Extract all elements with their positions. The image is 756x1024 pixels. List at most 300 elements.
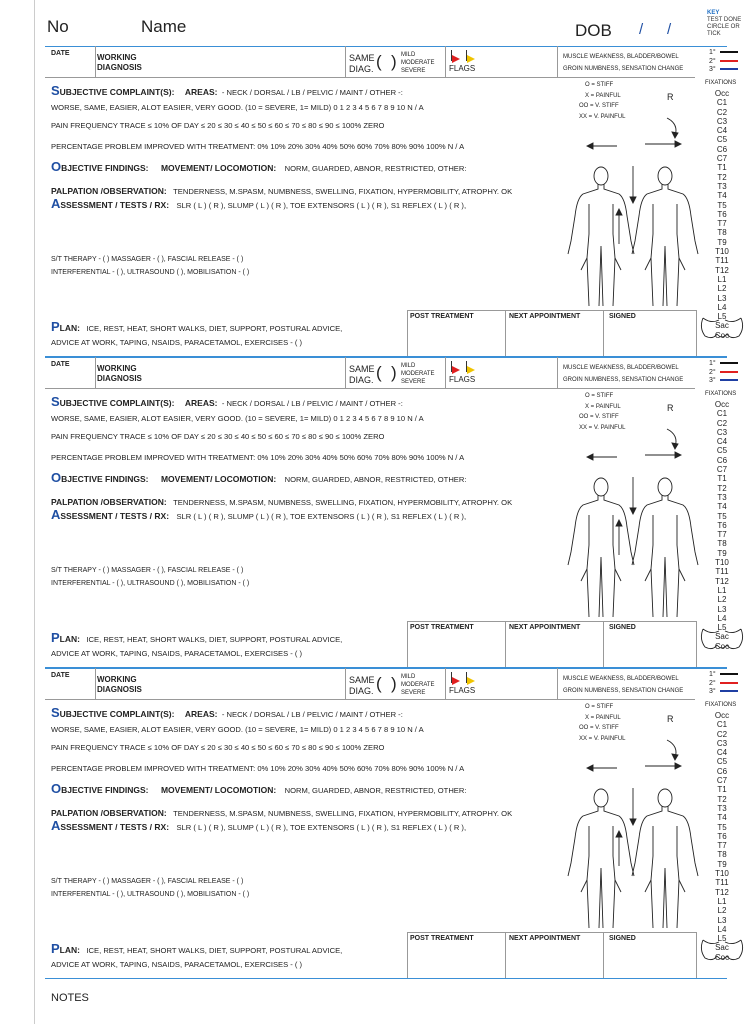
legend-v-stiff: OO = V. STIFF bbox=[579, 103, 619, 109]
pelvis-icon bbox=[697, 625, 747, 653]
legend-v-painful: XX = V. PAINFUL bbox=[579, 424, 626, 431]
degree-2: 2° bbox=[709, 368, 716, 376]
areas-options: - NECK / DORSAL / LB / PELVIC / MAINT / OTHER -: bbox=[221, 88, 403, 97]
therapy-row[interactable]: S/T THERAPY - ( ) MASSAGER - ( ), FASCIAL RELEASE - ( ) bbox=[51, 256, 244, 263]
movement-options: NORM, GUARDED, ABNOR, RESTRICTED, OTHER: bbox=[284, 164, 467, 173]
divider bbox=[445, 357, 446, 388]
objective-cap: O bbox=[51, 470, 62, 485]
spine-level[interactable]: Sac bbox=[715, 321, 729, 331]
pelvis-icon bbox=[697, 314, 747, 342]
spine-level[interactable]: C7 bbox=[716, 465, 728, 475]
body-diagram-icon[interactable] bbox=[563, 417, 703, 625]
same-label: SAME bbox=[349, 675, 375, 685]
divider bbox=[407, 932, 408, 978]
objective-cap: O bbox=[51, 159, 62, 174]
treatment-record-3 bbox=[35, 668, 756, 979]
spine-level[interactable]: L3 bbox=[717, 293, 727, 303]
spine-level[interactable]: L4 bbox=[717, 613, 727, 623]
date-label: DATE bbox=[51, 50, 70, 57]
subjective-heading bbox=[51, 704, 403, 722]
legend-stiff: O = STIFF bbox=[585, 393, 614, 399]
key-legend bbox=[707, 10, 741, 38]
spine-level[interactable]: T3 bbox=[717, 181, 727, 191]
spine-level[interactable]: L4 bbox=[717, 924, 727, 934]
degree-key bbox=[709, 671, 738, 697]
diag-paren-close: ) bbox=[391, 674, 397, 693]
objective-heading bbox=[51, 469, 466, 487]
spine-level[interactable]: C6 bbox=[716, 455, 728, 465]
spine-level[interactable]: T2 bbox=[717, 483, 727, 493]
spine-level[interactable]: T1 bbox=[717, 785, 727, 795]
divider bbox=[345, 357, 346, 388]
improvement-row[interactable]: PERCENTAGE PROBLEM IMPROVED WITH TREATMENT: 0% 10% 20% 30% 40% 50% 60% 70% 80% 90% 100% N / A bbox=[51, 453, 465, 462]
legend-painful: X = PAINFUL bbox=[585, 92, 621, 99]
pain-scale-row[interactable]: WORSE, SAME, EASIER, ALOT EASIER, VERY GOOD. (10 = SEVERE, 1= MILD) 0 1 2 3 4 5 6 7 8 9 10 N / A bbox=[51, 725, 424, 734]
notes-label: NOTES bbox=[51, 992, 89, 1004]
diag-label: DIAG. bbox=[349, 686, 374, 696]
interferential-row[interactable]: INTERFERENTIAL - ( ), ULTRASOUND ( ), MOBILISATION - ( ) bbox=[51, 891, 250, 898]
degree-line-blue bbox=[720, 68, 738, 70]
body-diagram-icon[interactable] bbox=[563, 106, 703, 314]
subjective-cap: S bbox=[51, 83, 60, 98]
signed-label: SIGNED bbox=[609, 624, 636, 631]
diag-paren-open: ( bbox=[376, 363, 382, 382]
divider bbox=[557, 357, 558, 388]
same-label: SAME bbox=[349, 364, 375, 374]
palpation-label: PALPATION /OBSERVATION: bbox=[51, 497, 167, 507]
degree-3: 3° bbox=[709, 688, 716, 695]
assessment-heading bbox=[51, 195, 466, 213]
spine-level[interactable]: T2 bbox=[717, 794, 727, 804]
palpation-options: TENDERNESS, M.SPASM, NUMBNESS, SWELLING, FIXATION, HYPERMOBILITY, ATROPHY. OK bbox=[173, 498, 513, 507]
legend-v-painful: XX = V. PAINFUL bbox=[579, 735, 626, 742]
palpation-label: PALPATION /OBSERVATION: bbox=[51, 186, 167, 196]
spine-level[interactable]: C4 bbox=[716, 437, 728, 447]
interferential-row[interactable]: INTERFERENTIAL - ( ), ULTRASOUND ( ), MOBILISATION - ( ) bbox=[51, 580, 250, 587]
plan-title: LAN: bbox=[59, 634, 80, 644]
spine-level[interactable]: T5 bbox=[717, 511, 727, 521]
spine-level[interactable]: T12 bbox=[715, 576, 729, 586]
therapy-row[interactable]: S/T THERAPY - ( ) MASSAGER - ( ), FASCIAL RELEASE - ( ) bbox=[51, 878, 244, 885]
spine-level[interactable]: T8 bbox=[717, 850, 727, 860]
diagnosis-label: DIAGNOSIS bbox=[97, 685, 142, 694]
assessment-heading bbox=[51, 506, 466, 524]
treatment-record-1 bbox=[35, 46, 756, 357]
assessment-cap: A bbox=[51, 818, 61, 833]
spine-level[interactable]: T4 bbox=[717, 502, 727, 512]
subjective-title: UBJECTIVE COMPLAINT(S): bbox=[59, 398, 175, 408]
spine-level[interactable]: T10 bbox=[715, 247, 729, 257]
spine-level[interactable]: T5 bbox=[717, 822, 727, 832]
diag-paren-close: ) bbox=[391, 363, 397, 382]
spine-level[interactable]: T11 bbox=[715, 256, 729, 266]
severity-severe: SEVERE bbox=[401, 379, 426, 385]
working-label: WORKING bbox=[97, 675, 137, 684]
therapy-row[interactable]: S/T THERAPY - ( ) MASSAGER - ( ), FASCIAL RELEASE - ( ) bbox=[51, 567, 244, 574]
degree-line-black bbox=[720, 673, 738, 675]
signed-label: SIGNED bbox=[609, 935, 636, 942]
advice-row[interactable]: ADVICE AT WORK, TAPING, NSAIDS, PARACETAMOL, EXERCISES - ( ) bbox=[51, 649, 303, 658]
areas-label: AREAS: bbox=[184, 398, 218, 408]
assessment-title: SSESSMENT / TESTS / RX: bbox=[60, 822, 170, 832]
red-flag-line-1: MUSCLE WEAKNESS, BLADDER/BOWEL bbox=[563, 676, 679, 682]
spine-level[interactable]: C2 bbox=[716, 107, 728, 117]
assessment-cap: A bbox=[51, 196, 61, 211]
severity-options[interactable] bbox=[401, 362, 435, 386]
no-label: No bbox=[47, 17, 69, 36]
objective-title: BJECTIVE FINDINGS: bbox=[61, 785, 149, 795]
plan-options[interactable]: ICE, REST, HEAT, SHORT WALKS, DIET, SUPPORT, POSTURAL ADVICE, bbox=[86, 946, 343, 955]
movement-options: NORM, GUARDED, ABNOR, RESTRICTED, OTHER: bbox=[284, 475, 467, 484]
next-appointment-label: NEXT APPOINTMENT bbox=[509, 313, 581, 320]
divider bbox=[445, 668, 446, 699]
degree-3: 3° bbox=[709, 377, 716, 384]
palpation-options: TENDERNESS, M.SPASM, NUMBNESS, SWELLING, FIXATION, HYPERMOBILITY, ATROPHY. OK bbox=[173, 809, 513, 818]
objective-heading bbox=[51, 780, 466, 798]
spine-level[interactable]: T5 bbox=[717, 200, 727, 210]
spine-level[interactable]: C6 bbox=[716, 144, 728, 154]
spine-level[interactable]: C5 bbox=[716, 446, 728, 456]
subjective-cap: S bbox=[51, 394, 60, 409]
severity-options[interactable] bbox=[401, 51, 435, 75]
divider bbox=[45, 388, 695, 389]
plan-title: LAN: bbox=[59, 945, 80, 955]
spine-level[interactable]: T11 bbox=[715, 567, 729, 577]
degree-line-red bbox=[720, 682, 738, 684]
severity-severe: SEVERE bbox=[401, 690, 426, 696]
spine-level[interactable]: L4 bbox=[717, 302, 727, 312]
diag-paren-open: ( bbox=[376, 674, 382, 693]
degree-line-black bbox=[720, 362, 738, 364]
divider bbox=[407, 310, 408, 356]
degree-line-red bbox=[720, 371, 738, 373]
spine-level[interactable]: Sac bbox=[715, 632, 729, 642]
movement-label: MOVEMENT/ LOCOMOTION: bbox=[160, 163, 277, 173]
spine-level[interactable]: C2 bbox=[716, 729, 728, 739]
spine-level[interactable]: C3 bbox=[716, 116, 728, 126]
pain-scale-row[interactable]: WORSE, SAME, EASIER, ALOT EASIER, VERY GOOD. (10 = SEVERE, 1= MILD) 0 1 2 3 4 5 6 7 8 9 10 N / A bbox=[51, 414, 424, 423]
flags-label: FLAGS bbox=[449, 686, 476, 695]
objective-heading bbox=[51, 158, 466, 176]
divider bbox=[45, 668, 727, 669]
spine-level[interactable]: T6 bbox=[717, 520, 727, 530]
plan-heading bbox=[51, 318, 342, 336]
spine-level[interactable]: T4 bbox=[717, 191, 727, 201]
spine-level[interactable]: T9 bbox=[717, 859, 727, 869]
spine-level[interactable]: C7 bbox=[716, 776, 728, 786]
divider bbox=[345, 668, 346, 699]
spine-level[interactable]: L2 bbox=[717, 595, 727, 605]
key-line: TEST DONE bbox=[707, 17, 742, 23]
divider bbox=[603, 310, 604, 356]
spine-level[interactable]: Occ bbox=[714, 711, 730, 720]
plan-heading bbox=[51, 629, 342, 647]
spine-level[interactable]: C7 bbox=[716, 154, 728, 164]
post-treatment-label: POST TREATMENT bbox=[410, 935, 474, 942]
plan-options[interactable]: ICE, REST, HEAT, SHORT WALKS, DIET, SUPPORT, POSTURAL ADVICE, bbox=[86, 635, 343, 644]
advice-row[interactable]: ADVICE AT WORK, TAPING, NSAIDS, PARACETAMOL, EXERCISES - ( ) bbox=[51, 960, 303, 969]
diag-paren-close: ) bbox=[391, 52, 397, 71]
spine-level[interactable]: T7 bbox=[717, 530, 727, 540]
degree-2: 2° bbox=[709, 57, 716, 65]
objective-cap: O bbox=[51, 781, 62, 796]
assessment-tests[interactable]: SLR ( L ) ( R ), SLUMP ( L ) ( R ), TOE EXTENSORS ( L ) ( R ), S1 REFLEX ( L ) ( R ), bbox=[176, 823, 467, 832]
divider bbox=[345, 46, 346, 77]
spine-levels[interactable] bbox=[707, 89, 737, 340]
spine-level[interactable]: C2 bbox=[716, 418, 728, 428]
assessment-cap: A bbox=[51, 507, 61, 522]
spine-level[interactable]: C6 bbox=[716, 766, 728, 776]
subjective-title: UBJECTIVE COMPLAINT(S): bbox=[59, 87, 175, 97]
spine-level[interactable]: T9 bbox=[717, 548, 727, 558]
spine-level[interactable]: L1 bbox=[717, 585, 727, 595]
spine-level[interactable]: Sac bbox=[715, 943, 729, 953]
spine-level[interactable]: L5 bbox=[717, 312, 727, 322]
degree-1: 1° bbox=[709, 671, 716, 678]
spine-level[interactable]: T3 bbox=[717, 492, 727, 502]
severity-mild: MILD bbox=[401, 363, 416, 369]
spine-level[interactable]: T9 bbox=[717, 237, 727, 247]
legend-painful: X = PAINFUL bbox=[585, 403, 621, 410]
degree-2: 2° bbox=[709, 679, 716, 687]
plan-cap: P bbox=[51, 941, 60, 956]
spine-level[interactable]: L1 bbox=[717, 274, 727, 284]
spine-level[interactable]: T7 bbox=[717, 841, 727, 851]
plan-options[interactable]: ICE, REST, HEAT, SHORT WALKS, DIET, SUPPORT, POSTURAL ADVICE, bbox=[86, 324, 343, 333]
degree-line-red bbox=[720, 60, 738, 62]
spine-level[interactable]: C3 bbox=[716, 738, 728, 748]
diagnosis-label: DIAGNOSIS bbox=[97, 374, 142, 383]
divider bbox=[45, 699, 695, 700]
divider bbox=[505, 310, 506, 356]
diag-paren-open: ( bbox=[376, 52, 382, 71]
plan-title: LAN: bbox=[59, 323, 80, 333]
assessment-tests[interactable]: SLR ( L ) ( R ), SLUMP ( L ) ( R ), TOE EXTENSORS ( L ) ( R ), S1 REFLEX ( L ) ( R ), bbox=[176, 201, 467, 210]
spine-level[interactable]: C5 bbox=[716, 135, 728, 145]
divider bbox=[505, 932, 506, 978]
pelvis-icon bbox=[697, 936, 747, 964]
pain-scale-row[interactable]: WORSE, SAME, EASIER, ALOT EASIER, VERY GOOD. (10 = SEVERE, 1= MILD) 0 1 2 3 4 5 6 7 8 9 10 N / A bbox=[51, 103, 424, 112]
assessment-title: SSESSMENT / TESTS / RX: bbox=[60, 511, 170, 521]
severity-mild: MILD bbox=[401, 52, 416, 58]
spine-level[interactable]: T10 bbox=[715, 869, 729, 879]
subjective-title: UBJECTIVE COMPLAINT(S): bbox=[59, 709, 175, 719]
spine-level[interactable]: C1 bbox=[716, 98, 728, 108]
red-flag-line-1: MUSCLE WEAKNESS, BLADDER/BOWEL bbox=[563, 54, 679, 60]
movement-options: NORM, GUARDED, ABNOR, RESTRICTED, OTHER: bbox=[284, 786, 467, 795]
improvement-row[interactable]: PERCENTAGE PROBLEM IMPROVED WITH TREATMENT: 0% 10% 20% 30% 40% 50% 60% 70% 80% 90% 100% N / A bbox=[51, 142, 465, 151]
pain-frequency-row[interactable]: PAIN FREQUENCY TRACE ≤ 10% OF DAY ≤ 20 ≤ 30 ≤ 40 ≤ 50 ≤ 60 ≤ 70 ≤ 80 ≤ 90 ≤ 100% ZERO bbox=[51, 432, 385, 441]
right-side-label: R bbox=[667, 714, 674, 724]
name-label: Name bbox=[141, 17, 187, 36]
plan-cap: P bbox=[51, 319, 60, 334]
divider bbox=[603, 621, 604, 667]
severity-moderate: MODERATE bbox=[401, 682, 435, 688]
degree-key bbox=[709, 360, 738, 386]
spine-level[interactable]: Occ bbox=[714, 400, 730, 409]
spine-level[interactable]: T6 bbox=[717, 209, 727, 219]
spine-level[interactable]: C3 bbox=[716, 427, 728, 437]
spine-level[interactable]: L2 bbox=[717, 284, 727, 294]
same-label: SAME bbox=[349, 53, 375, 63]
spine-level[interactable]: L3 bbox=[717, 604, 727, 614]
date-label: DATE bbox=[51, 361, 70, 368]
spine-level[interactable]: Occ bbox=[714, 89, 730, 98]
subjective-cap: S bbox=[51, 705, 60, 720]
spine-level[interactable]: C1 bbox=[716, 720, 728, 730]
palpation-options: TENDERNESS, M.SPASM, NUMBNESS, SWELLING, FIXATION, HYPERMOBILITY, ATROPHY. OK bbox=[173, 187, 513, 196]
spine-level[interactable]: T12 bbox=[715, 265, 729, 275]
spine-level[interactable]: C1 bbox=[716, 409, 728, 419]
areas-label: AREAS: bbox=[184, 87, 218, 97]
spine-level[interactable]: Coc bbox=[714, 330, 730, 340]
spine-level[interactable]: Coc bbox=[714, 952, 730, 962]
divider bbox=[505, 621, 506, 667]
next-appointment-label: NEXT APPOINTMENT bbox=[509, 624, 581, 631]
degree-3: 3° bbox=[709, 66, 716, 73]
red-flag-line-1: MUSCLE WEAKNESS, BLADDER/BOWEL bbox=[563, 365, 679, 371]
diag-label: DIAG. bbox=[349, 64, 374, 74]
red-flag-line-2: GROIN NUMBNESS, SENSATION CHANGE bbox=[563, 66, 684, 72]
spine-level[interactable]: C4 bbox=[716, 748, 728, 758]
spine-levels[interactable] bbox=[707, 400, 737, 651]
spine-level[interactable]: L5 bbox=[717, 623, 727, 633]
right-side-label: R bbox=[667, 92, 674, 102]
spine-level[interactable]: T10 bbox=[715, 558, 729, 568]
legend-v-painful: XX = V. PAINFUL bbox=[579, 113, 626, 120]
divider bbox=[557, 668, 558, 699]
palpation-label: PALPATION /OBSERVATION: bbox=[51, 808, 167, 818]
spine-level[interactable]: T4 bbox=[717, 813, 727, 823]
degree-key bbox=[709, 49, 738, 75]
divider bbox=[45, 46, 727, 47]
divider bbox=[45, 77, 695, 78]
dob-label: DOB bbox=[575, 21, 612, 40]
key-line: TICK bbox=[707, 31, 721, 37]
working-label: WORKING bbox=[97, 53, 137, 62]
spine-level[interactable]: Coc bbox=[714, 641, 730, 651]
severity-options[interactable] bbox=[401, 673, 435, 697]
spine-level[interactable]: T1 bbox=[717, 474, 727, 484]
spine-level[interactable]: T1 bbox=[717, 163, 727, 173]
treatment-record-2 bbox=[35, 357, 756, 668]
diagnosis-label: DIAGNOSIS bbox=[97, 63, 142, 72]
assessment-tests[interactable]: SLR ( L ) ( R ), SLUMP ( L ) ( R ), TOE EXTENSORS ( L ) ( R ), S1 REFLEX ( L ) ( R ), bbox=[176, 512, 467, 521]
spine-level[interactable]: T8 bbox=[717, 539, 727, 549]
degree-line-blue bbox=[720, 690, 738, 692]
fixations-label: FIXATIONS bbox=[705, 391, 737, 397]
key-line: CIRCLE OR bbox=[707, 24, 740, 30]
degree-1: 1° bbox=[709, 49, 716, 56]
subjective-heading bbox=[51, 393, 403, 411]
pain-frequency-row[interactable]: PAIN FREQUENCY TRACE ≤ 10% OF DAY ≤ 20 ≤ 30 ≤ 40 ≤ 50 ≤ 60 ≤ 70 ≤ 80 ≤ 90 ≤ 100% ZERO bbox=[51, 121, 385, 130]
severity-moderate: MODERATE bbox=[401, 60, 435, 66]
diag-label: DIAG. bbox=[349, 375, 374, 385]
movement-label: MOVEMENT/ LOCOMOTION: bbox=[160, 474, 277, 484]
divider bbox=[445, 46, 446, 77]
spine-level[interactable]: L3 bbox=[717, 915, 727, 925]
legend-painful: X = PAINFUL bbox=[585, 714, 621, 721]
divider bbox=[557, 46, 558, 77]
areas-options: - NECK / DORSAL / LB / PELVIC / MAINT / OTHER -: bbox=[221, 399, 403, 408]
post-treatment-label: POST TREATMENT bbox=[410, 313, 474, 320]
spine-level[interactable]: L2 bbox=[717, 906, 727, 916]
spine-level[interactable]: T11 bbox=[715, 878, 729, 888]
legend-v-stiff: OO = V. STIFF bbox=[579, 725, 619, 731]
post-treatment-label: POST TREATMENT bbox=[410, 624, 474, 631]
spine-level[interactable]: C5 bbox=[716, 757, 728, 767]
severity-severe: SEVERE bbox=[401, 68, 426, 74]
areas-label: AREAS: bbox=[184, 709, 218, 719]
dob-slash-2: / bbox=[667, 21, 672, 38]
spine-level[interactable]: L1 bbox=[717, 896, 727, 906]
areas-options: - NECK / DORSAL / LB / PELVIC / MAINT / OTHER -: bbox=[221, 710, 403, 719]
advice-row[interactable]: ADVICE AT WORK, TAPING, NSAIDS, PARACETAMOL, EXERCISES - ( ) bbox=[51, 338, 303, 347]
red-flag-line-2: GROIN NUMBNESS, SENSATION CHANGE bbox=[563, 377, 684, 383]
pain-frequency-row[interactable]: PAIN FREQUENCY TRACE ≤ 10% OF DAY ≤ 20 ≤ 30 ≤ 40 ≤ 50 ≤ 60 ≤ 70 ≤ 80 ≤ 90 ≤ 100% ZERO bbox=[51, 743, 385, 752]
legend-stiff: O = STIFF bbox=[585, 704, 614, 710]
movement-label: MOVEMENT/ LOCOMOTION: bbox=[160, 785, 277, 795]
form-page bbox=[34, 0, 756, 1024]
right-side-label: R bbox=[667, 403, 674, 413]
signed-label: SIGNED bbox=[609, 313, 636, 320]
spine-level[interactable]: T8 bbox=[717, 228, 727, 238]
assessment-title: SSESSMENT / TESTS / RX: bbox=[60, 200, 170, 210]
key-title: KEY bbox=[707, 10, 720, 16]
severity-moderate: MODERATE bbox=[401, 371, 435, 377]
working-label: WORKING bbox=[97, 364, 137, 373]
spine-levels[interactable] bbox=[707, 711, 737, 962]
degree-line-blue bbox=[720, 379, 738, 381]
divider bbox=[45, 978, 727, 979]
body-diagram-icon[interactable] bbox=[563, 728, 703, 936]
spine-level[interactable]: C4 bbox=[716, 126, 728, 136]
divider bbox=[407, 621, 408, 667]
flags-label: FLAGS bbox=[449, 375, 476, 384]
divider bbox=[45, 357, 727, 358]
spine-level[interactable]: T2 bbox=[717, 172, 727, 182]
divider bbox=[95, 357, 96, 388]
plan-heading bbox=[51, 940, 342, 958]
interferential-row[interactable]: INTERFERENTIAL - ( ), ULTRASOUND ( ), MOBILISATION - ( ) bbox=[51, 269, 250, 276]
spine-level[interactable]: T3 bbox=[717, 803, 727, 813]
legend-stiff: O = STIFF bbox=[585, 82, 614, 88]
subjective-heading bbox=[51, 82, 403, 100]
date-label: DATE bbox=[51, 672, 70, 679]
objective-title: BJECTIVE FINDINGS: bbox=[61, 474, 149, 484]
flags-label: FLAGS bbox=[449, 64, 476, 73]
plan-cap: P bbox=[51, 630, 60, 645]
red-flag-line-2: GROIN NUMBNESS, SENSATION CHANGE bbox=[563, 688, 684, 694]
divider bbox=[95, 668, 96, 699]
legend-v-stiff: OO = V. STIFF bbox=[579, 414, 619, 420]
divider bbox=[95, 46, 96, 77]
spine-level[interactable]: T12 bbox=[715, 887, 729, 897]
divider bbox=[603, 932, 604, 978]
fixations-label: FIXATIONS bbox=[705, 80, 737, 86]
objective-title: BJECTIVE FINDINGS: bbox=[61, 163, 149, 173]
spine-level[interactable]: L5 bbox=[717, 934, 727, 944]
fixations-label: FIXATIONS bbox=[705, 702, 737, 708]
degree-1: 1° bbox=[709, 360, 716, 367]
improvement-row[interactable]: PERCENTAGE PROBLEM IMPROVED WITH TREATMENT: 0% 10% 20% 30% 40% 50% 60% 70% 80% 90% 100% N / A bbox=[51, 764, 465, 773]
spine-level[interactable]: T7 bbox=[717, 219, 727, 229]
spine-level[interactable]: T6 bbox=[717, 831, 727, 841]
degree-line-black bbox=[720, 51, 738, 53]
dob-slash-1: / bbox=[639, 21, 644, 38]
assessment-heading bbox=[51, 817, 466, 835]
severity-mild: MILD bbox=[401, 674, 416, 680]
